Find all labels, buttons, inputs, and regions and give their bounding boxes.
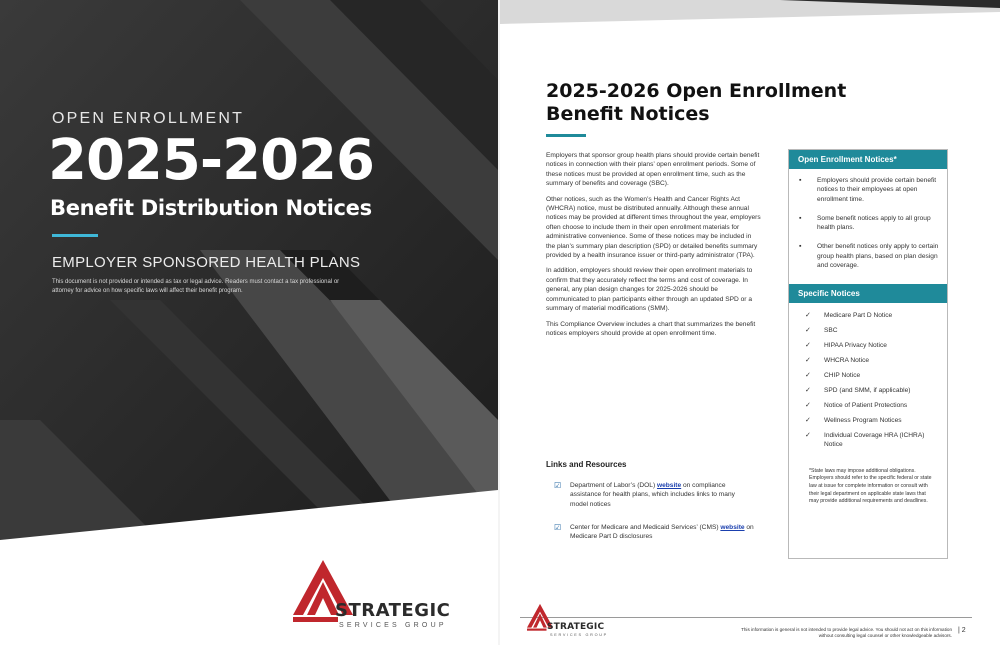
page-top-banner: [500, 0, 1000, 40]
checkmark-icon: ✓: [805, 432, 811, 440]
body-paragraph: This Compliance Overview includes a chart that summarizes the benefit notices employers should provide at open enrollment time.: [546, 320, 756, 337]
specific-notices-heading: Specific Notices: [789, 284, 947, 303]
dol-website-link[interactable]: website: [656, 482, 682, 489]
checkmark-icon: ✓: [805, 417, 811, 425]
title-accent-rule: [546, 134, 586, 137]
list-item: ✓ SBC: [805, 327, 838, 335]
specific-notices-list: [789, 303, 947, 458]
footer-logo-tagline: SERVICES GROUP: [550, 633, 608, 637]
body-paragraph: In addition, employers should review their open enrollment materials to confirm that they accurately reflect the terms and cost of coverage. In general, any plan design changes for 2025-2026 should be communicated to plan participants either through an updated SPD or a summary of material modifications (SMM).: [546, 267, 753, 313]
link-item-cms: [554, 523, 754, 542]
checkmark-icon: ✓: [805, 327, 811, 335]
list-item: ✓ Medicare Part D Notice: [805, 312, 893, 320]
checkmark-icon: ✓: [805, 402, 811, 410]
list-item: ✓ Individual Coverage HRA (ICHRA) Notice: [805, 432, 925, 448]
checkmark-icon: ✓: [805, 387, 811, 395]
logo-name: STRATEGIC: [335, 600, 451, 621]
links-heading: Links and Resources: [546, 460, 627, 469]
page-title-line2: Benefit Notices: [546, 103, 710, 125]
list-item: ✓ Notice of Patient Protections: [805, 402, 908, 410]
list-item: ✓ SPD (and SMM, if applicable): [805, 387, 911, 395]
body-paragraph: Other notices, such as the Women’s Health and Cancer Rights Act (WHCRA) notice, must be distributed annually. Although these annual notices may be provided at different times throughout the year, employers often choose to include them in their open enrollment materials for administrative convenience. Some of these notices may be included in the plan’s summary plan description (SPD) or detailed benefits summary provided by a health insurance issuer or third-party administrator (TPA).: [546, 195, 761, 260]
checkmark-icon: ✓: [805, 312, 811, 320]
body-paragraph: Employers that sponsor group health plans should provide certain benefit notices in connection with their plans’ open enrollment periods. Some of these notices must be provided at open enrollment time, such as the summary of benefits and coverage (SBC).: [546, 152, 760, 188]
list-item: ▪ Other benefit notices only apply to certain group health plans, based on plan design and coverage.: [799, 243, 939, 270]
cover-disclaimer: This document is not provided or intended as tax or legal advice. Readers must contact a tax professional or attorney for advice on how specific laws will affect their benefit program.: [52, 279, 340, 294]
checkmark-icon: ✓: [805, 342, 811, 350]
cover-accent-rule: [52, 234, 98, 237]
footer-logo: [527, 600, 617, 642]
link-text: Department of Labor’s (DOL): [570, 482, 657, 489]
oe-notices-heading: Open Enrollment Notices*: [789, 150, 947, 169]
link-text: Center for Medicare and Medicaid Services’ (CMS): [570, 524, 721, 531]
list-item: ▪ Employers should provide certain benefit notices to their employees at open enrollment time.: [799, 177, 937, 203]
cover-logo: [293, 560, 463, 635]
checkmark-icon: ✓: [805, 357, 811, 365]
list-item: ✓ Wellness Program Notices: [805, 417, 902, 425]
sidebar-box: [788, 149, 948, 559]
cover-background: [0, 0, 498, 540]
link-item-dol: [554, 481, 754, 509]
footer-logo-name: STRATEGIC: [547, 622, 605, 632]
cover-year: 2025-2026: [48, 128, 374, 193]
page-title: [546, 80, 866, 126]
list-item: ✓ CHIP Notice: [805, 372, 861, 380]
bullet-icon: ▪: [799, 243, 802, 251]
list-item: ✓ WHCRA Notice: [805, 357, 870, 365]
oe-notices-list: [789, 169, 947, 284]
link-text: on Medicare Part D disclosures: [570, 524, 754, 541]
state-law-note: *State laws may impose additional obligations. Employers should refer to the specific federal or state law at issue for complete information or consult with their legal department on applicable state laws that may provide additional requirements and deadlines.: [809, 467, 932, 505]
cover-eyebrow: OPEN ENROLLMENT: [52, 110, 245, 127]
page-number: | 2: [958, 627, 966, 634]
checkmark-icon: ✓: [805, 372, 811, 380]
page-title-line1: 2025-2026 Open Enrollment: [546, 80, 847, 102]
list-item: ▪ Some benefit notices apply to all group health plans.: [799, 214, 931, 232]
link-text: on compliance assistance for health plans, which includes links to many model notices: [570, 482, 735, 508]
bullet-icon: ▪: [799, 177, 802, 184]
cover-plans-heading: EMPLOYER SPONSORED HEALTH PLANS: [52, 254, 361, 271]
bullet-icon: ▪: [799, 214, 802, 222]
cover-page: [0, 0, 498, 645]
content-page: [500, 0, 1000, 645]
body-text: [546, 151, 761, 344]
list-item: ✓ HIPAA Privacy Notice: [805, 342, 887, 350]
checkbox-icon: ☑: [554, 523, 562, 532]
cms-website-link[interactable]: website: [720, 524, 745, 531]
checkbox-icon: ☑: [554, 481, 562, 490]
cover-subtitle: Benefit Distribution Notices: [50, 196, 372, 220]
logo-tagline: SERVICES GROUP: [339, 622, 447, 629]
footer-disclaimer: This information is general is not intended to provide legal advice. You should not act on this information without consulting legal counsel or other knowledgeable advisors.: [741, 627, 952, 638]
